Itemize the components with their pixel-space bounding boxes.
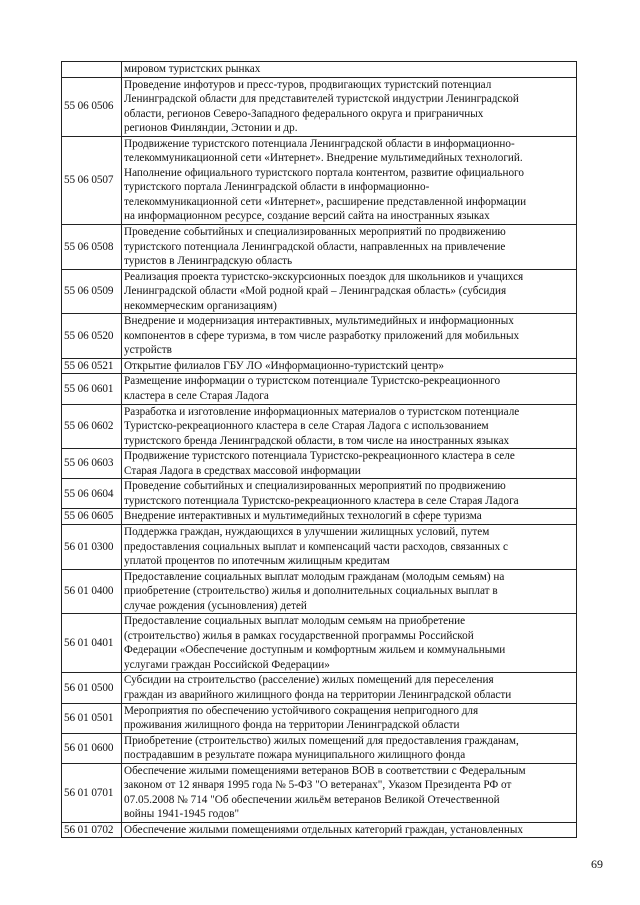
row-description	[122, 822, 577, 838]
description-line: области, регионов Северо-Западного федерального округа и приграничных	[124, 107, 484, 120]
description-line: Внедрение и модернизация интерактивных, мультимедийных и информационных	[124, 315, 514, 328]
description-line: компонентов в сфере туризма, в том числе разработку приложений для мобильных	[124, 329, 520, 342]
description-line: проживания жилищного фонда на территории Ленинградской области	[124, 719, 460, 732]
description-line: телекоммуникационной сети «Интернет», расширение представленной информации	[124, 195, 527, 208]
table-row	[62, 314, 577, 359]
row-description	[122, 524, 577, 569]
row-code: 56 01 0701	[62, 763, 122, 822]
table-row	[62, 374, 577, 404]
table-row	[62, 569, 577, 614]
description-line: Наполнение официального туристского портала контентом, развитие официального	[124, 166, 524, 179]
row-code: 56 01 0300	[62, 524, 122, 569]
description-line: Продвижение туристского потенциала Ленинградской области в информационно-	[124, 137, 515, 150]
description-line: Внедрение интерактивных и мультимедийных технологий в сфере туризма	[124, 510, 482, 523]
row-description	[122, 404, 577, 449]
row-code: 56 01 0600	[62, 733, 122, 763]
row-description	[122, 269, 577, 314]
description-line: Субсидии на строительство (расселение) жилых помещений для переселения	[124, 674, 494, 687]
description-line: Туристско-рекреационного кластера в селе Старая Ладога с использованием	[124, 420, 489, 433]
row-description	[122, 358, 577, 374]
row-description	[122, 314, 577, 359]
table-row	[62, 614, 577, 673]
row-description	[122, 673, 577, 703]
table-row	[62, 479, 577, 509]
description-line: Приобретение (строительство) жилых помещений для предоставления гражданам,	[124, 734, 519, 747]
table-row	[62, 136, 577, 224]
description-line: Размещение информации о туристском потенциале Туристско-рекреационного	[124, 375, 501, 388]
row-code: 56 01 0501	[62, 703, 122, 733]
row-code: 55 06 0602	[62, 404, 122, 449]
description-line: туристского потенциала Туристско-рекреационного кластера в селе Старая Ладога	[124, 494, 519, 507]
table-row	[62, 269, 577, 314]
description-line: услугами граждан Российской Федерации»	[124, 658, 330, 671]
row-description	[122, 509, 577, 525]
row-code: 55 06 0506	[62, 77, 122, 136]
row-description	[122, 479, 577, 509]
description-line: туристского портала Ленинградской области в информационно-	[124, 181, 430, 194]
row-description	[122, 62, 577, 78]
description-line: граждан из аварийного жилищного фонда на территории Ленинградской области	[124, 688, 512, 701]
description-line: Поддержка граждан, нуждающихся в улучшении жилищных условий, путем	[124, 525, 490, 538]
row-description	[122, 374, 577, 404]
row-code	[62, 62, 122, 78]
description-line: Открытие филиалов ГБУ ЛО «Информационно-туристский центр»	[124, 359, 444, 372]
description-line: Старая Ладога в средствах массовой информации	[124, 464, 361, 477]
table-row	[62, 763, 577, 822]
description-line: 07.05.2008 № 714 "Об обеспечении жильём ветеранов Великой Отечественной	[124, 793, 500, 806]
row-code: 55 06 0605	[62, 509, 122, 525]
row-code: 55 06 0603	[62, 449, 122, 479]
description-line: Обеспечение жилыми помещениями отдельных категорий граждан, установленных	[124, 823, 523, 836]
table-row	[62, 62, 577, 78]
table-row	[62, 404, 577, 449]
description-line: Реализация проекта туристско-экскурсионных поездок для школьников и учащихся	[124, 270, 524, 283]
description-line: Проведение инфотуров и пресс-туров, продвигающих туристский потенциал	[124, 78, 492, 91]
row-code: 55 06 0604	[62, 479, 122, 509]
description-line: устройств	[124, 344, 172, 357]
row-description	[122, 614, 577, 673]
description-line: некоммерческим организациям)	[124, 299, 277, 312]
row-description	[122, 225, 577, 270]
page-number: 69	[591, 857, 603, 871]
description-line: Продвижение туристского потенциала Туристско-рекреационного кластера в селе	[124, 450, 515, 463]
description-line: Обеспечение жилыми помещениями ветеранов ВОВ в соответствии с Федеральным	[124, 764, 526, 777]
description-line: уплатой процентов по ипотечным жилищным кредитам	[124, 555, 390, 568]
description-line: войны 1941-1945 годов"	[124, 808, 240, 821]
row-description	[122, 763, 577, 822]
row-code: 55 06 0521	[62, 358, 122, 374]
description-line: телекоммуникационной сети «Интернет». Внедрение мультимедийных технологий.	[124, 152, 523, 165]
description-line: Проведение событийных и специализированных мероприятий по продвижению	[124, 480, 506, 493]
table-row	[62, 509, 577, 525]
row-code: 55 06 0509	[62, 269, 122, 314]
row-description	[122, 569, 577, 614]
table-row	[62, 703, 577, 733]
description-line: на информационном ресурсе, создание версий сайта на иностранных языках	[124, 210, 490, 223]
table-row	[62, 733, 577, 763]
description-line: Ленинградской области для представителей туристской индустрии Ленинградской	[124, 93, 519, 106]
description-line: туристского бренда Ленинградской области, в том числе на иностранных языках	[124, 434, 510, 447]
description-line: (строительство) жилья в рамках государственной программы Российской	[124, 629, 474, 642]
row-code: 56 01 0401	[62, 614, 122, 673]
table-row	[62, 524, 577, 569]
row-code: 55 06 0601	[62, 374, 122, 404]
row-code: 55 06 0508	[62, 225, 122, 270]
description-line: законом от 12 января 1995 года № 5-ФЗ "О ветеранах", Указом Президента РФ от	[124, 779, 512, 792]
row-description	[122, 703, 577, 733]
description-line: случае рождения (усыновления) детей	[124, 599, 307, 612]
table-row	[62, 673, 577, 703]
table-row	[62, 77, 577, 136]
description-line: Разработка и изготовление информационных материалов о туристском потенциале	[124, 405, 520, 418]
description-line: Федерации «Обеспечение доступным и комфортным жильем и коммунальными	[124, 644, 506, 657]
description-line: туристов в Ленинградскую область	[124, 255, 293, 268]
table-row	[62, 225, 577, 270]
description-line: Мероприятия по обеспечению устойчивого сокращения непригодного для	[124, 704, 479, 717]
table-row	[62, 358, 577, 374]
description-line: мировом туристских рынках	[124, 63, 261, 75]
description-line: Предоставление социальных выплат молодым гражданам (молодым семьям) на	[124, 570, 505, 583]
row-description	[122, 136, 577, 224]
row-code: 56 01 0500	[62, 673, 122, 703]
description-line: Ленинградской области «Мой родной край – Ленинградская область» (субсидия	[124, 285, 507, 298]
description-line: предоставления социальных выплат и компенсаций части расходов, связанных с	[124, 540, 508, 553]
row-description	[122, 449, 577, 479]
row-description	[122, 77, 577, 136]
description-line: Предоставление социальных выплат молодым семьям на приобретение	[124, 615, 466, 628]
table-body	[62, 62, 577, 838]
row-code: 56 01 0400	[62, 569, 122, 614]
description-line: туристского потенциала Ленинградской области, направленных на привлечение	[124, 240, 506, 253]
row-code: 55 06 0520	[62, 314, 122, 359]
description-line: регионов Финляндии, Эстонии и др.	[124, 122, 298, 135]
description-line: приобретение (строительство) жилья и дополнительных социальных выплат в	[124, 585, 498, 598]
budget-code-table	[61, 61, 577, 838]
table-row	[62, 449, 577, 479]
description-line: Проведение событийных и специализированных мероприятий по продвижению	[124, 226, 506, 239]
table-row	[62, 822, 577, 838]
row-code: 56 01 0702	[62, 822, 122, 838]
row-code: 55 06 0507	[62, 136, 122, 224]
description-line: пострадавшим в результате пожара муниципального жилищного фонда	[124, 749, 466, 762]
row-description	[122, 733, 577, 763]
description-line: кластера в селе Старая Ладога	[124, 390, 269, 403]
